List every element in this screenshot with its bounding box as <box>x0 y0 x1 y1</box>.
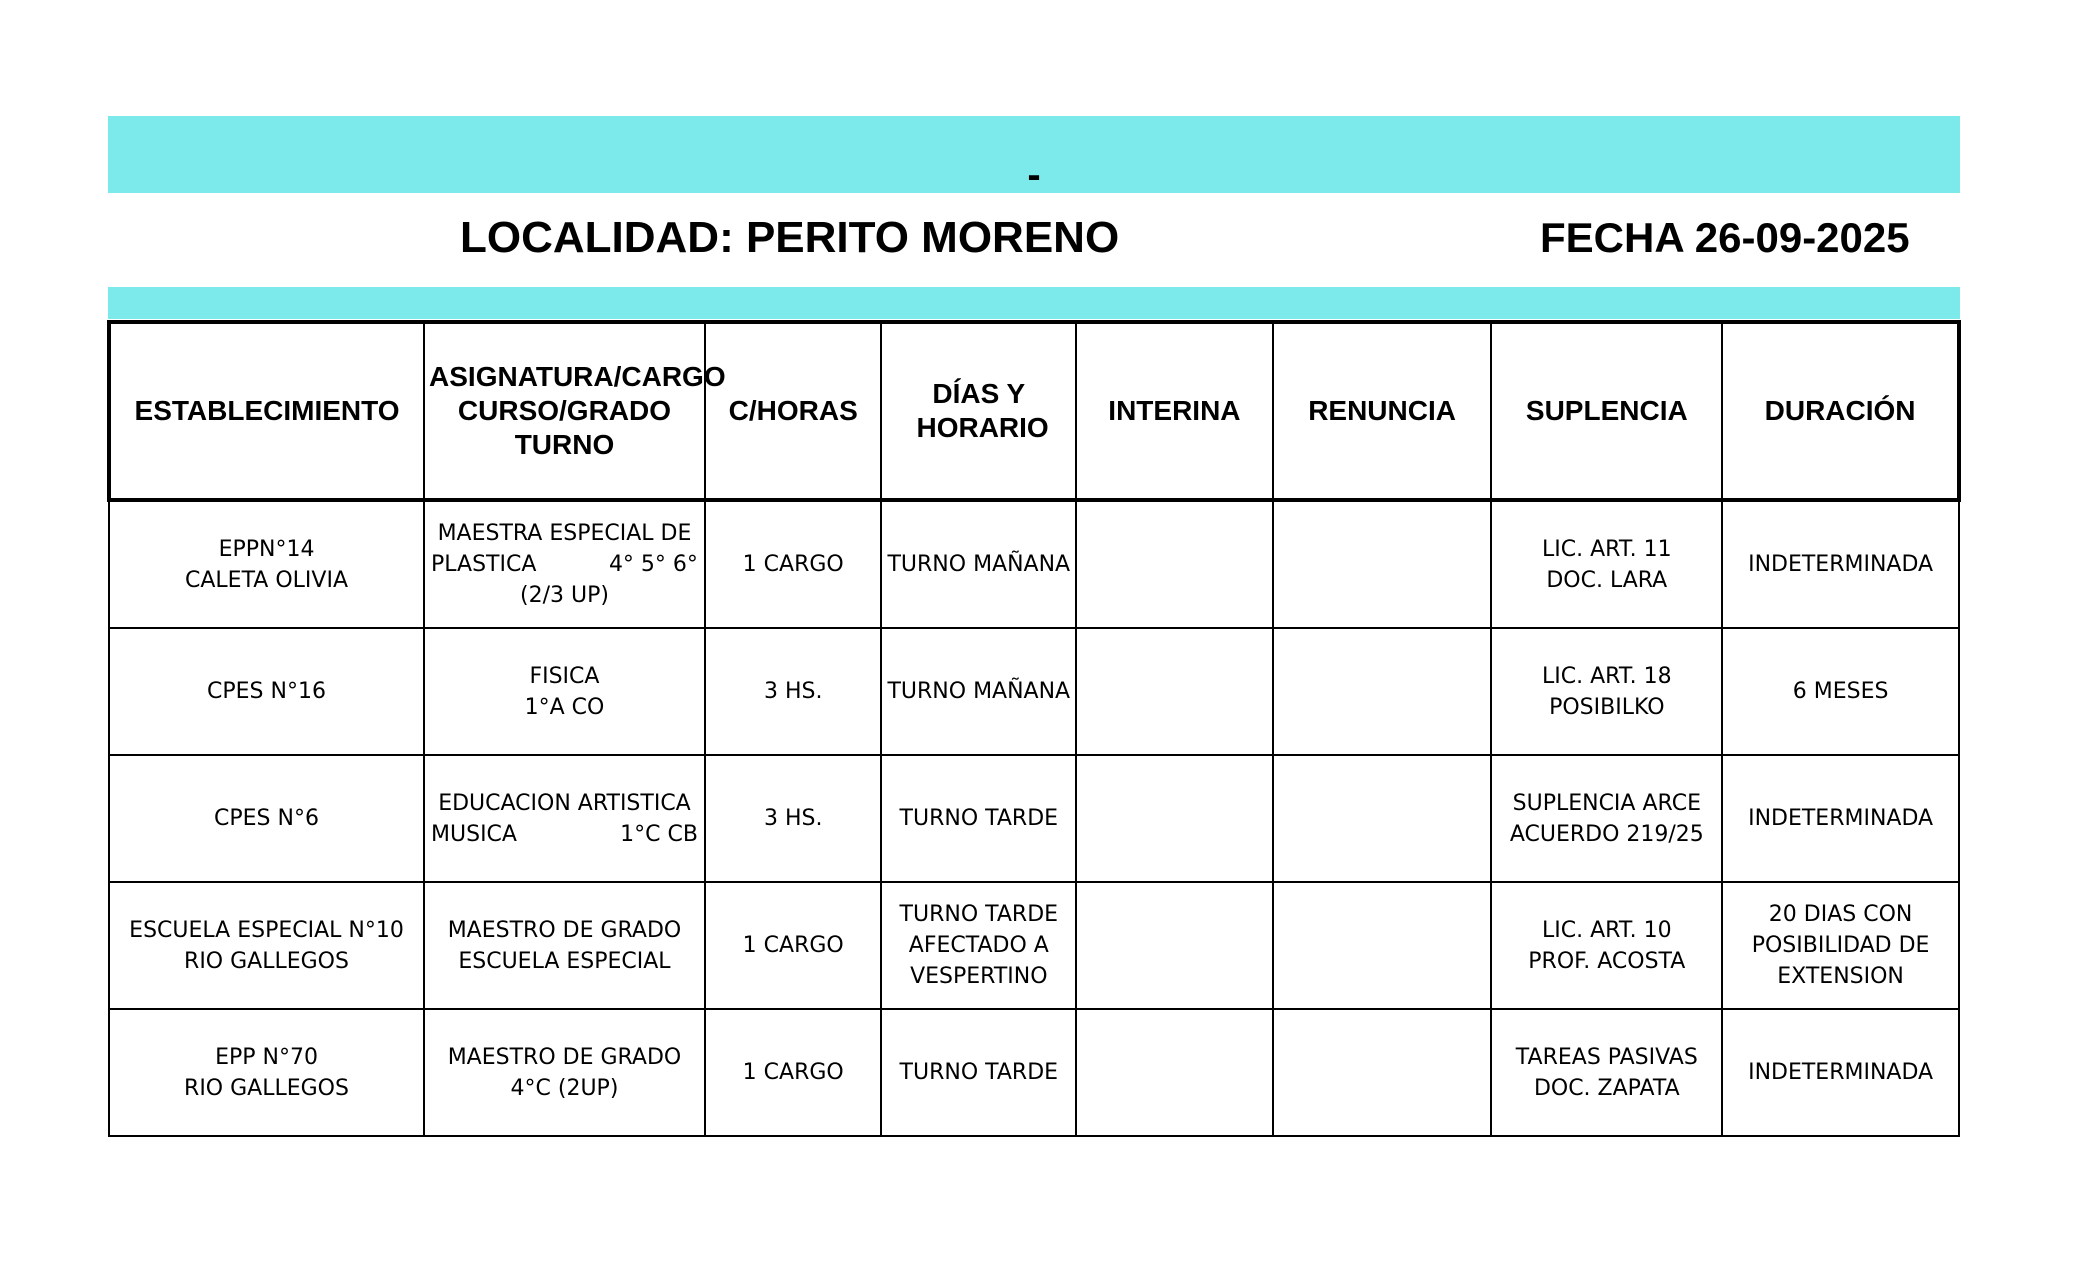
vacancies-table <box>107 320 1961 1137</box>
cell-line: CPES N°16 <box>207 679 326 704</box>
cell-line: TURNO TARDE <box>899 806 1059 831</box>
cell-renuncia <box>1273 755 1492 882</box>
table-row <box>109 755 1959 882</box>
cell-line: INDETERMINADA <box>1748 806 1934 831</box>
cell-asignatura <box>424 882 705 1009</box>
cell-establecimiento <box>109 755 424 882</box>
cell-line: CPES N°6 <box>214 806 319 831</box>
cell-duracion <box>1722 755 1959 882</box>
col-header-horas: C/HORAS <box>705 322 882 500</box>
cell-split-line <box>429 819 700 850</box>
cell-duracion <box>1722 1009 1959 1136</box>
cell-line-right: 4° 5° 6° <box>608 552 698 577</box>
cell-interina <box>1076 500 1273 628</box>
cell-asignatura <box>424 755 705 882</box>
col-header-renuncia: RENUNCIA <box>1273 322 1492 500</box>
cell-renuncia <box>1273 1009 1492 1136</box>
cell-asignatura <box>424 1009 705 1136</box>
table-row <box>109 628 1959 755</box>
cell-line-right: 1°C CB <box>620 821 698 847</box>
col-header-establecimiento: ESTABLECIMIENTO <box>109 322 424 500</box>
cell-split-line <box>429 549 700 580</box>
cell-line: EPPN°14 <box>218 536 315 562</box>
top-color-band <box>108 116 1960 197</box>
cell-line: FISICA <box>529 663 600 689</box>
cell-suplencia <box>1491 882 1722 1009</box>
cell-suplencia <box>1491 755 1722 882</box>
cell-line: DOC. LARA <box>1546 567 1668 593</box>
cell-duracion <box>1722 628 1959 755</box>
cell-line: MAESTRA ESPECIAL DE <box>437 521 692 546</box>
cell-horario <box>881 500 1076 628</box>
cell-line: DOC. ZAPATA <box>1533 1075 1680 1101</box>
table-row <box>109 882 1959 1009</box>
cell-horas: 1 CARGO <box>705 1009 882 1136</box>
table-row <box>109 1009 1959 1136</box>
cell-line: POSIBILKO <box>1549 694 1665 720</box>
cell-line: RIO GALLEGOS <box>184 948 349 974</box>
fecha-date: FECHA 26-09-2025 <box>1540 214 1910 261</box>
cell-horas: 1 CARGO <box>705 882 882 1009</box>
cell-line: ESCUELA ESPECIAL <box>458 948 671 974</box>
cell-line: EPP N°70 <box>215 1044 318 1070</box>
cell-line: CALETA OLIVIA <box>185 567 348 593</box>
cell-line: SUPLENCIA ARCE <box>1512 790 1701 816</box>
bottom-color-band <box>108 287 1960 319</box>
cell-line: POSIBILIDAD DE <box>1751 933 1930 958</box>
cell-establecimiento <box>109 628 424 755</box>
table-row <box>109 500 1959 628</box>
col-header-horario: DÍAS Y HORARIO <box>881 322 1076 500</box>
band-dash-text: - <box>1027 153 1041 197</box>
cell-horas: 3 HS. <box>705 628 882 755</box>
col-header-asignatura: ASIGNATURA/CARGO CURSO/GRADO TURNO <box>424 322 705 500</box>
cell-line: ACUERDO 219/25 <box>1509 821 1704 847</box>
cell-line: RIO GALLEGOS <box>184 1075 349 1101</box>
cell-line: 20 DIAS CON <box>1768 902 1913 927</box>
cell-line: 4°C (2UP) <box>510 1075 619 1101</box>
cell-line: LIC. ART. 11 <box>1541 536 1672 562</box>
cell-suplencia <box>1491 1009 1722 1136</box>
cell-horario <box>881 1009 1076 1136</box>
localidad-title: LOCALIDAD: PERITO MORENO <box>460 213 1120 262</box>
cell-interina <box>1076 1009 1273 1136</box>
cell-line: PROF. ACOSTA <box>1528 948 1686 974</box>
cell-line: TAREAS PASIVAS <box>1515 1044 1698 1070</box>
cell-line: EXTENSION <box>1777 964 1904 989</box>
cell-line: TURNO MAÑANA <box>887 679 1071 704</box>
cell-establecimiento <box>109 1009 424 1136</box>
cell-suplencia <box>1491 500 1722 628</box>
cell-horario <box>881 628 1076 755</box>
cell-horas: 1 CARGO <box>705 500 882 628</box>
cell-line: 6 MESES <box>1792 679 1889 704</box>
cell-line: INDETERMINADA <box>1748 1060 1934 1085</box>
cell-interina <box>1076 628 1273 755</box>
cell-line: INDETERMINADA <box>1748 552 1934 577</box>
cell-duracion <box>1722 882 1959 1009</box>
cell-line-left: PLASTICA <box>431 552 537 577</box>
cell-line-left: MUSICA <box>431 821 517 847</box>
cell-horas: 3 HS. <box>705 755 882 882</box>
cell-line: ESCUELA ESPECIAL N°10 <box>129 917 404 943</box>
cell-renuncia <box>1273 628 1492 755</box>
col-header-suplencia: SUPLENCIA <box>1491 322 1722 500</box>
cell-line: MAESTRO DE GRADO <box>447 917 682 943</box>
col-header-interina: INTERINA <box>1076 322 1273 500</box>
cell-line: EDUCACION ARTISTICA <box>438 790 691 816</box>
col-header-duracion: DURACIÓN <box>1722 322 1959 500</box>
cell-line: LIC. ART. 10 <box>1541 917 1672 943</box>
cell-asignatura <box>424 628 705 755</box>
cell-renuncia <box>1273 500 1492 628</box>
cell-line: LIC. ART. 18 <box>1541 663 1672 689</box>
cell-establecimiento <box>109 882 424 1009</box>
cell-renuncia <box>1273 882 1492 1009</box>
cell-asignatura <box>424 500 705 628</box>
cell-line: TURNO MAÑANA <box>887 552 1071 577</box>
cell-interina <box>1076 755 1273 882</box>
cell-suplencia <box>1491 628 1722 755</box>
cell-line: MAESTRO DE GRADO <box>447 1044 682 1070</box>
cell-line: (2/3 UP) <box>520 583 609 608</box>
cell-line: TURNO TARDE <box>899 1060 1059 1085</box>
cell-establecimiento <box>109 500 424 628</box>
cell-line: TURNO TARDE <box>899 902 1059 927</box>
cell-horario <box>881 755 1076 882</box>
header-row <box>109 322 1959 500</box>
cell-interina <box>1076 882 1273 1009</box>
cell-horario <box>881 882 1076 1009</box>
cell-line: 1°A CO <box>524 694 605 720</box>
cell-line: VESPERTINO <box>910 964 1048 989</box>
cell-line: AFECTADO A <box>908 933 1049 958</box>
cell-duracion <box>1722 500 1959 628</box>
